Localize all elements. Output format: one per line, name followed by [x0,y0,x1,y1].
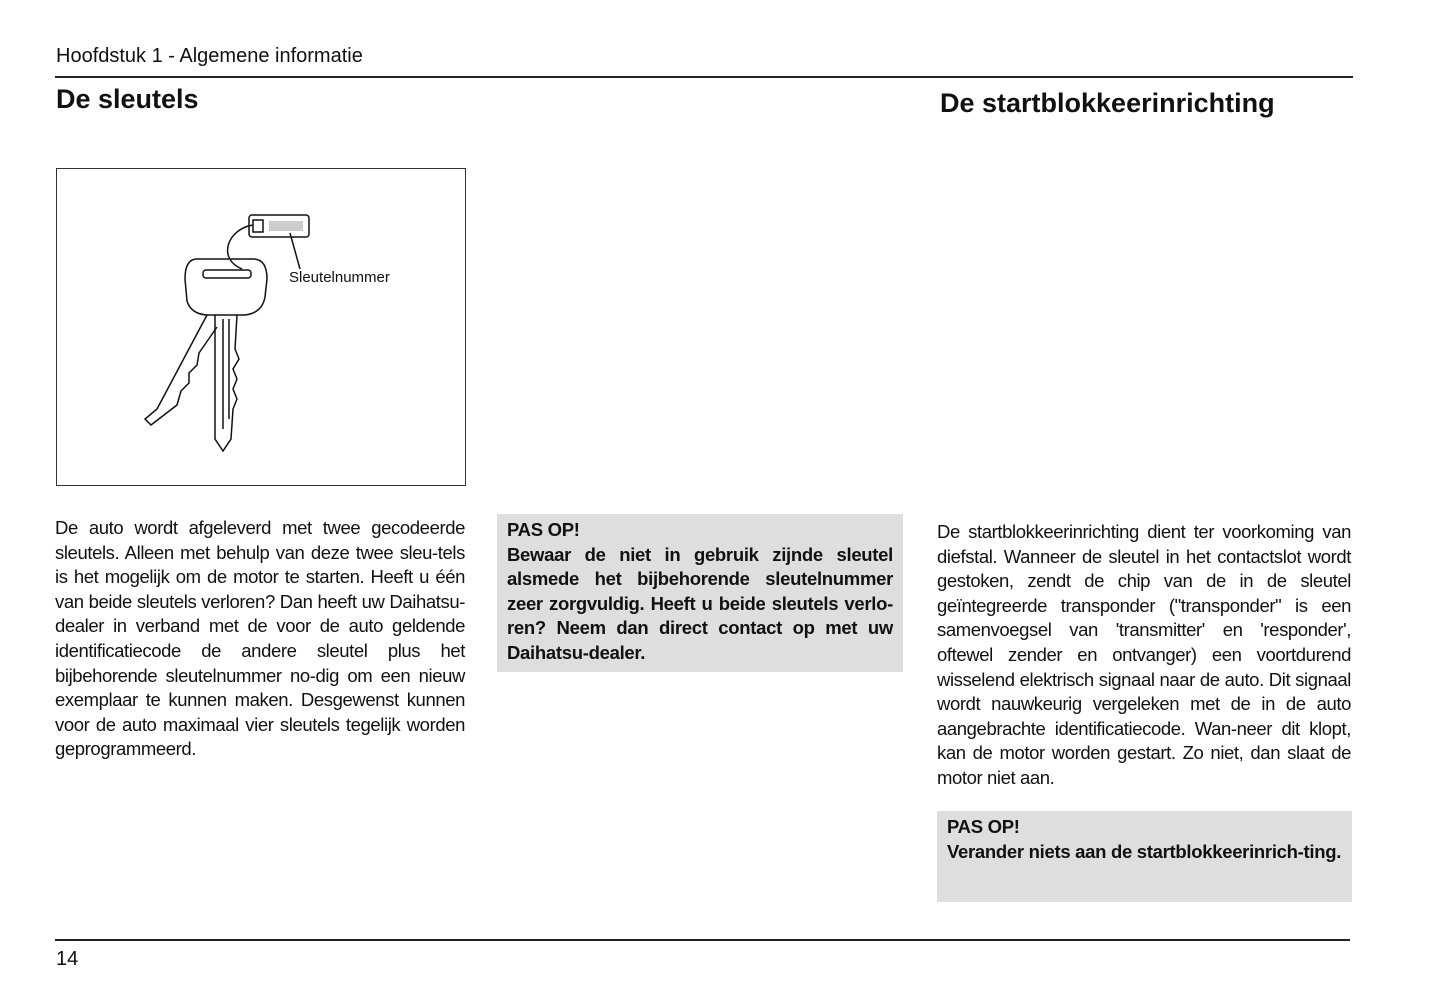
section-title-immobilizer: De startblokkeerinrichting [940,88,1275,118]
keys-icon [57,169,465,485]
header-rule [55,76,1353,78]
warning-title: PAS OP! [947,816,1020,837]
immobilizer-body-text: De startblokkeerinrichting dient ter voorkoming van diefstal. Wanneer de sleutel in het contactslot wordt gestoken, zendt de chip van de in de sleutel geïntegreerde transponder ("transponder" is een samenvoegsel van 'transmitter' en 'responder', oftewel zender en ontvanger) een voortdurend wisselend elektrisch signaal naar de auto. Dit signaal wordt nauwkeurig vergeleken met de in de auto aangebrachte identificatiecode. Wan-neer dit klopt, kan de motor worden gestart. Zo niet, dan slaat de motor niet aan. [937,521,1351,788]
warning-box-keys [497,514,903,672]
key-number-label: Sleutelnummer [289,269,390,286]
keys-illustration [56,168,466,486]
page-number: 14 [56,948,79,970]
chapter-header: Hoofdstuk 1 - Algemene informatie [56,45,363,67]
section-title-keys: De sleutels [56,84,199,114]
warning-title: PAS OP! [507,519,580,540]
warning-text: Bewaar de niet in gebruik zijnde sleutel alsmede het bijbehorende sleutelnummer zeer zorgvuldig. Heeft u beide sleutels verlo-ren? Neem dan direct contact op met uw Daihatsu-dealer. [507,543,893,663]
warning-text: Verander niets aan de startblokkeerinrich-ting. [947,840,1342,862]
keys-body-text: De auto wordt afgeleverd met twee gecodeerde sleutels. Alleen met behulp van deze twee sleu-tels is het mogelijk om de motor te starten. Heeft u één van beide sleutels verloren? Dan heeft uw Daihatsu-dealer in verband met de voor de auto geldende identificatiecode de andere sleutel plus het bijbehorende sleutelnummer no-dig om een nieuw exemplaar te kunnen maken. Desgewenst kunnen voor de auto maximaal vier sleutels tegelijk worden geprogrammeerd. [55,517,465,760]
footer-rule [55,939,1350,941]
warning-box-immobilizer [937,811,1352,902]
